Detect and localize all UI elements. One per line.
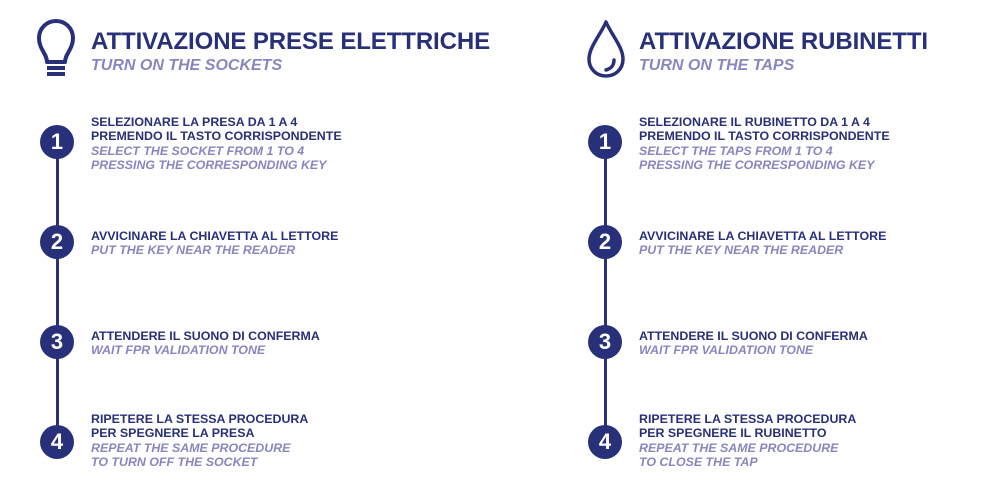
step-instruction-en: PRESSING THE CORRESPONDING KEY (91, 158, 327, 173)
step-instruction-it: AVVICINARE LA CHIAVETTA AL LETTORE (91, 229, 339, 243)
step-instruction-en: TO TURN OFF THE SOCKET (91, 455, 258, 470)
step-instruction-en: WAIT FPR VALIDATION TONE (639, 343, 814, 358)
step-instruction-it: SELEZIONARE LA PRESA DA 1 A 4 (91, 115, 298, 129)
step-instruction-it: PER SPEGNERE IL RUBINETTO (639, 426, 827, 441)
step-instruction-it: PER SPEGNERE LA PRESA (91, 426, 255, 441)
step-instruction-en: SELECT THE SOCKET FROM 1 TO 4 (91, 143, 305, 158)
step-number-badge: 4 (588, 425, 622, 459)
step-instruction-it: RIPETERE LA STESSA PROCEDURA (91, 412, 309, 426)
step-text (91, 412, 451, 470)
step-instruction-it: ATTENDERE IL SUONO DI CONFERMA (639, 329, 868, 343)
step-text (91, 115, 451, 173)
panel-subtitle: TURN ON THE SOCKETS (91, 57, 283, 74)
step-number-badge: 3 (588, 325, 622, 359)
lightbulb-icon (35, 18, 77, 80)
step-instruction-it: PREMENDO IL TASTO CORRISPONDENTE (639, 129, 890, 144)
water-drop-icon (585, 18, 627, 80)
step-text (639, 329, 999, 358)
panel-title: ATTIVAZIONE RUBINETTI (639, 28, 928, 55)
step-number-badge: 1 (40, 125, 74, 159)
taps-panel (548, 0, 1000, 499)
step-number-badge: 3 (40, 325, 74, 359)
step-text (639, 412, 999, 470)
step-instruction-it: AVVICINARE LA CHIAVETTA AL LETTORE (639, 229, 887, 243)
step-instruction-it: SELEZIONARE IL RUBINETTO DA 1 A 4 (639, 115, 870, 129)
step-text (639, 115, 999, 173)
step-instruction-it: RIPETERE LA STESSA PROCEDURA (639, 412, 857, 426)
step-instruction-en: WAIT FPR VALIDATION TONE (91, 343, 266, 358)
step-instruction-it: ATTENDERE IL SUONO DI CONFERMA (91, 329, 320, 343)
step-instruction-en: SELECT THE TAPS FROM 1 TO 4 (639, 143, 833, 158)
step-instruction-en: REPEAT THE SAME PROCEDURE (639, 440, 839, 455)
step-text (639, 229, 999, 258)
step-instruction-en: TO CLOSE THE TAP (639, 455, 758, 470)
step-instruction-en: PUT THE KEY NEAR THE READER (91, 243, 296, 258)
panel-title: ATTIVAZIONE PRESE ELETTRICHE (91, 28, 491, 55)
step-instruction-en: PRESSING THE CORRESPONDING KEY (639, 158, 875, 173)
step-number-badge: 4 (40, 425, 74, 459)
sockets-panel (0, 0, 491, 499)
panel-subtitle: TURN ON THE TAPS (639, 57, 795, 74)
step-instruction-en: REPEAT THE SAME PROCEDURE (91, 440, 291, 455)
step-text (91, 229, 451, 258)
step-text (91, 329, 451, 358)
step-instruction-it: PREMENDO IL TASTO CORRISPONDENTE (91, 129, 342, 144)
step-instruction-en: PUT THE KEY NEAR THE READER (639, 243, 844, 258)
step-number-badge: 2 (40, 225, 74, 259)
step-number-badge: 1 (588, 125, 622, 159)
step-number-badge: 2 (588, 225, 622, 259)
timeline-line (56, 142, 59, 444)
timeline-line (604, 142, 607, 444)
